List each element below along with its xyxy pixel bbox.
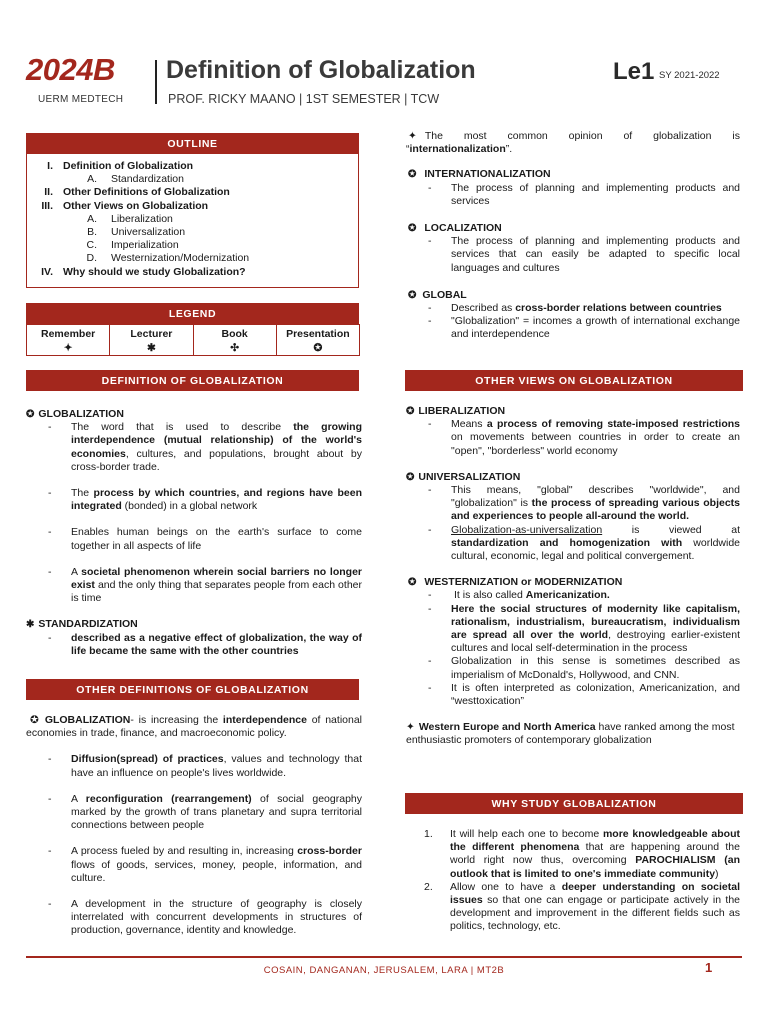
page-title: Definition of Globalization [166, 56, 476, 84]
standardization-title: STANDARDIZATION [38, 618, 138, 631]
text: flows of goods, services, money, people, information, and culture. [71, 858, 362, 884]
outline-item [27, 213, 358, 226]
legend-label: Book [221, 328, 248, 340]
remember-note [406, 130, 740, 156]
bold-text: cross-border [297, 845, 362, 858]
lecturer-icon: ✱ [26, 619, 35, 631]
list-item [424, 881, 740, 934]
localization-heading [408, 222, 740, 235]
other-definitions-heading: OTHER DEFINITIONS OF GLOBALIZATION [26, 679, 359, 700]
outline-item [27, 173, 358, 186]
list-item: - Globalization-as-universalization is viewed at standardization and homogenization with worldwide cultural, economic, legal and political convergement. [428, 523, 740, 563]
text: on movements between countries in order to create an "open", "borderless" world economy [451, 431, 740, 457]
text: ”. [505, 143, 513, 156]
text: It is also called [454, 589, 526, 602]
text: Means [451, 418, 487, 431]
bold-text: cross-border relations between countries [515, 302, 722, 315]
bold-text: more knowledgeable about the different phenomena [450, 828, 741, 854]
outline-number: III. [41, 199, 53, 212]
legend-heading: LEGEND [26, 303, 359, 324]
text: Allow one to have a [450, 880, 562, 893]
legend-symbol-icon: ✣ [230, 342, 240, 354]
remember-icon: ✦ [408, 130, 417, 142]
text: is viewed at [602, 523, 740, 536]
liberalization-title: LIBERALIZATION [418, 405, 506, 417]
outline-text: Definition of Globalization [63, 160, 194, 172]
legend-symbol-icon: ✦ [63, 342, 73, 354]
page-subtitle: PROF. RICKY MAANO | 1ST SEMESTER | TCW [168, 92, 440, 106]
text: It is often interpreted as colonization, Americanization, and “westtoxication” [451, 681, 740, 708]
bold-text: process by which countries, and regions have been integrated [71, 487, 363, 513]
legend-cell [109, 324, 193, 356]
bold-text: a process of removing state-imposed restrictions [486, 418, 740, 431]
why-study-section [406, 828, 740, 934]
globalization-heading [26, 408, 362, 421]
text: ) [715, 867, 719, 880]
bold-text: PAROCHIALISM (an outlook that is limited to one's immediate community [450, 854, 740, 880]
outline-item [27, 226, 358, 239]
presentation-icon: ✪ [408, 223, 417, 235]
outline-text: Other Definitions of Globalization [63, 186, 230, 199]
outline-text: Westernization/Modernization [111, 252, 250, 265]
text: - is increasing the [130, 714, 223, 726]
list-item: - This means, "global" describes "worldwide", and "globalization" is the process of spreading various objects and experiences to people all-around the world. [428, 484, 741, 523]
text: The most common opinion of globalization is “ [406, 130, 740, 156]
list-item: - Described as cross-border relations between countries [428, 302, 722, 315]
outline-number: A. [87, 212, 97, 225]
westernization-title: WESTERNIZATION or MODERNIZATION [424, 576, 623, 589]
right-top-section [406, 130, 740, 342]
text: The word that is used to describe [71, 421, 294, 434]
list-item: - Means a process of removing state-imposed restrictions on movements between countries in order to create an "open", "borderless" world economy [428, 418, 740, 457]
outline-number: C. [86, 239, 97, 252]
list-item: - A development in the structure of geography is closely interrelated with concurrent developments in structures of production, governance, identity and knowledge. [48, 898, 362, 937]
text: The [71, 487, 94, 500]
underlined-text: Globalization-as-universalization [451, 523, 603, 536]
outline-item [27, 239, 358, 252]
outline-item [27, 252, 358, 265]
outline-text: Why should we study Globalization? [63, 265, 246, 278]
global-heading [408, 289, 740, 302]
localization-title: LOCALIZATION [424, 222, 502, 235]
outline-item [27, 160, 358, 173]
header-divider [155, 60, 157, 104]
list-item [424, 828, 740, 881]
bold-text: described as a negative effect of globalization, the way of life became the same with the other countries [71, 631, 362, 657]
legend-cell [276, 324, 360, 356]
outline-item [27, 200, 358, 213]
text: "Globalization" = incomes a growth of international exchange and interdependence [451, 315, 740, 341]
text: have ranked among the most enthusiastic promoters of contemporary globalization [406, 721, 735, 747]
text: (bonded) in a global network [121, 500, 258, 513]
outline-box [26, 154, 359, 288]
text: A [71, 792, 86, 805]
brand-logo-text: 2024B [26, 52, 115, 87]
list-item: - A societal phenomenon wherein social barriers no longer exist and the only thing that separates people from each other is time [48, 565, 363, 605]
list-item: - It is often interpreted as colonization, Americanization, and “westtoxication” [428, 681, 740, 708]
outline-number: A. [87, 173, 97, 186]
text: worldwide cultural, economic, legal and political convergement. [451, 536, 740, 563]
list-item: - The process by which countries, and regions have been integrated (bonded) in a global network [48, 487, 363, 513]
legend-label: Remember [40, 328, 96, 340]
other-definitions-section [26, 714, 362, 938]
list-item: - It is also called Americanization. [428, 589, 610, 602]
presentation-icon: ✪ [26, 409, 35, 420]
other-definitions-intro [26, 714, 362, 740]
text: , destroying earlier-existent cultures and local self-determination in the process [451, 629, 740, 655]
text: , cultures, and populations, brought about by cross-border trade. [71, 447, 362, 473]
list-item: - "Globalization" = incomes a growth of international exchange and interdependence [428, 315, 740, 341]
school-year: SY 2021-2022 [659, 70, 720, 81]
footer-divider [26, 956, 742, 958]
liberalization-heading [406, 405, 740, 418]
brand-subtitle: UERM MEDTECH [38, 94, 124, 105]
bold-text: Diffusion(spread) of practices [71, 753, 224, 766]
globalization-title: GLOBALIZATION [38, 408, 124, 420]
list-item: - Enables human beings on the earth's surface to come together in all aspects of life [48, 526, 362, 552]
legend-cell [193, 324, 277, 356]
global-title: GLOBAL [422, 288, 467, 301]
definition-section [26, 408, 362, 658]
text: so that one can engage or participate actively in the development and improvement in the different fields such as politics, technology, etc. [450, 894, 740, 933]
bold-text: GLOBALIZATION [44, 714, 131, 726]
list-item: - described as a negative effect of globalization, the way of life became the same with the other countries [48, 631, 362, 657]
outline-text: Universalization [111, 225, 186, 238]
text: It will help each one to become [450, 828, 603, 840]
list-item: - Diffusion(spread) of practices, values and technology that have an influence on people's lives worldwide. [48, 753, 362, 779]
text: that are happening around the world right now thus, overcoming [450, 841, 740, 867]
legend-label: Lecturer [130, 328, 173, 340]
bold-text: interdependence [222, 714, 307, 726]
presentation-icon: ✪ [406, 471, 415, 483]
westernization-heading [408, 576, 740, 589]
bold-text: deeper understanding on societal issues [450, 880, 741, 907]
list-item: - A reconfiguration (rearrangement) of social geography marked by the growth of trans planetary and supra territorial connections between people [48, 792, 362, 832]
outline-text: Imperialization [111, 239, 179, 252]
text: Enables human beings on the earth's surface to come together in all aspects of life [71, 526, 362, 552]
text: The process of planning and implementing products and services that can easily be adapted to specific local languages and cultures [451, 235, 740, 274]
list-item: - The process of planning and implementing products and services that can easily be adapted to specific local languages and cultures [428, 235, 740, 274]
text: The process of planning and implementing products and services [451, 181, 740, 207]
text: , values and technology that have an influence on people's lives worldwide. [71, 753, 362, 779]
presentation-icon: ✪ [30, 714, 39, 726]
legend-cell [26, 324, 110, 356]
outline-number: B. [87, 225, 97, 238]
outline-text: Other Views on Globalization [63, 199, 209, 212]
remember-icon: ✦ [406, 721, 415, 734]
list-item: - The process of planning and implementing products and services [428, 181, 740, 207]
legend-symbol-icon: ✪ [313, 342, 323, 354]
text: of national economies in trade, finance, and macroeconomic policy. [26, 714, 362, 740]
bold-text: the process of spreading various objects and experiences to people all-around the world. [451, 497, 741, 523]
list-item: - Here the social structures of modernity like capitalism, rationalism, industrialism, bureaucratism, individualism are spread all over the world, destroying earlier-existent cultures and local self-determination in the process [428, 602, 740, 655]
bold-text: Here the social structures of modernity like capitalism, rationalism, industrialism, bureaucratism, individualism are spread all over the world [451, 602, 740, 642]
outline-number: D. [86, 252, 97, 265]
list-number: 2. [424, 880, 433, 893]
outline-item [27, 266, 358, 279]
text: A process fueled by and resulting in, increasing [71, 845, 298, 858]
outline-text: Standardization [111, 173, 184, 186]
presentation-icon: ✪ [408, 169, 417, 181]
legend-symbol-icon: ✱ [146, 342, 156, 354]
bold-text: Americanization. [525, 589, 610, 602]
presentation-icon: ✪ [406, 406, 415, 417]
internationalization-title: INTERNATIONALIZATION [424, 168, 551, 181]
remember-note [406, 721, 740, 747]
bold-text: internationalization [409, 143, 506, 156]
legend-label: Presentation [286, 328, 350, 340]
presentation-icon: ✪ [408, 289, 417, 301]
outline-text: Liberalization [111, 212, 173, 225]
lecture-number: Le1 [613, 58, 655, 85]
presentation-icon: ✪ [408, 577, 417, 589]
bold-text: standardization and homogenization with [451, 536, 683, 549]
page-number: 1 [705, 960, 713, 975]
text: This means, "global" describes "worldwide", and "globalization" is [451, 484, 740, 510]
other-views-heading: OTHER VIEWS ON GLOBALIZATION [405, 370, 743, 391]
universalization-heading [406, 471, 740, 484]
text: A [71, 565, 82, 578]
bold-text: reconfiguration (rearrangement) [85, 792, 252, 805]
legend-table [26, 324, 359, 356]
list-item: - The word that is used to describe the growing interdependence (mutual relationship) of the world's economies, cultures, and populations, brought about by cross-border trade. [48, 421, 362, 473]
list-item: - A process fueled by and resulting in, increasing cross-border flows of goods, services, money, people, information, and culture. [48, 845, 362, 884]
text: A development in the structure of geography is closely interrelated with concurrent developments in structures of production, governance, identity and knowledge. [71, 898, 362, 937]
bold-text: societal phenomenon wherein social barriers no longer exist [71, 565, 363, 592]
why-study-heading: WHY STUDY GLOBALIZATION [405, 793, 743, 814]
outline-number: II. [44, 186, 53, 199]
other-views-section [406, 405, 740, 748]
outline-number: IV. [41, 265, 53, 278]
universalization-title: UNIVERSALIZATION [418, 470, 521, 483]
internationalization-heading [408, 168, 740, 181]
footer-authors: COSAIN, DANGANAN, JERUSALEM, LARA | MT2B [263, 965, 505, 976]
text: of social geography marked by the growth of trans planetary and supra territorial connections between people [71, 792, 362, 832]
list-number: 1. [424, 828, 433, 840]
bold-text: the growing interdependence (mutual relationship) of the world's economies [71, 421, 362, 460]
outline-heading: OUTLINE [26, 133, 359, 154]
outline-item [27, 186, 358, 199]
definition-heading: DEFINITION OF GLOBALIZATION [26, 370, 359, 391]
list-item: - Globalization in this sense is sometimes described as imperialism of McDonald's, Hollywood, and CNN. [428, 655, 740, 681]
standardization-heading [26, 618, 362, 631]
text: and the only thing that separates people from each other is time [71, 579, 362, 605]
text: Described as [451, 302, 516, 315]
bold-text: Western Europe and North America [418, 721, 596, 734]
text: Globalization in this sense is sometimes described as imperialism of McDonald's, Hollywood, and CNN. [451, 655, 740, 681]
outline-number: I. [47, 160, 53, 172]
